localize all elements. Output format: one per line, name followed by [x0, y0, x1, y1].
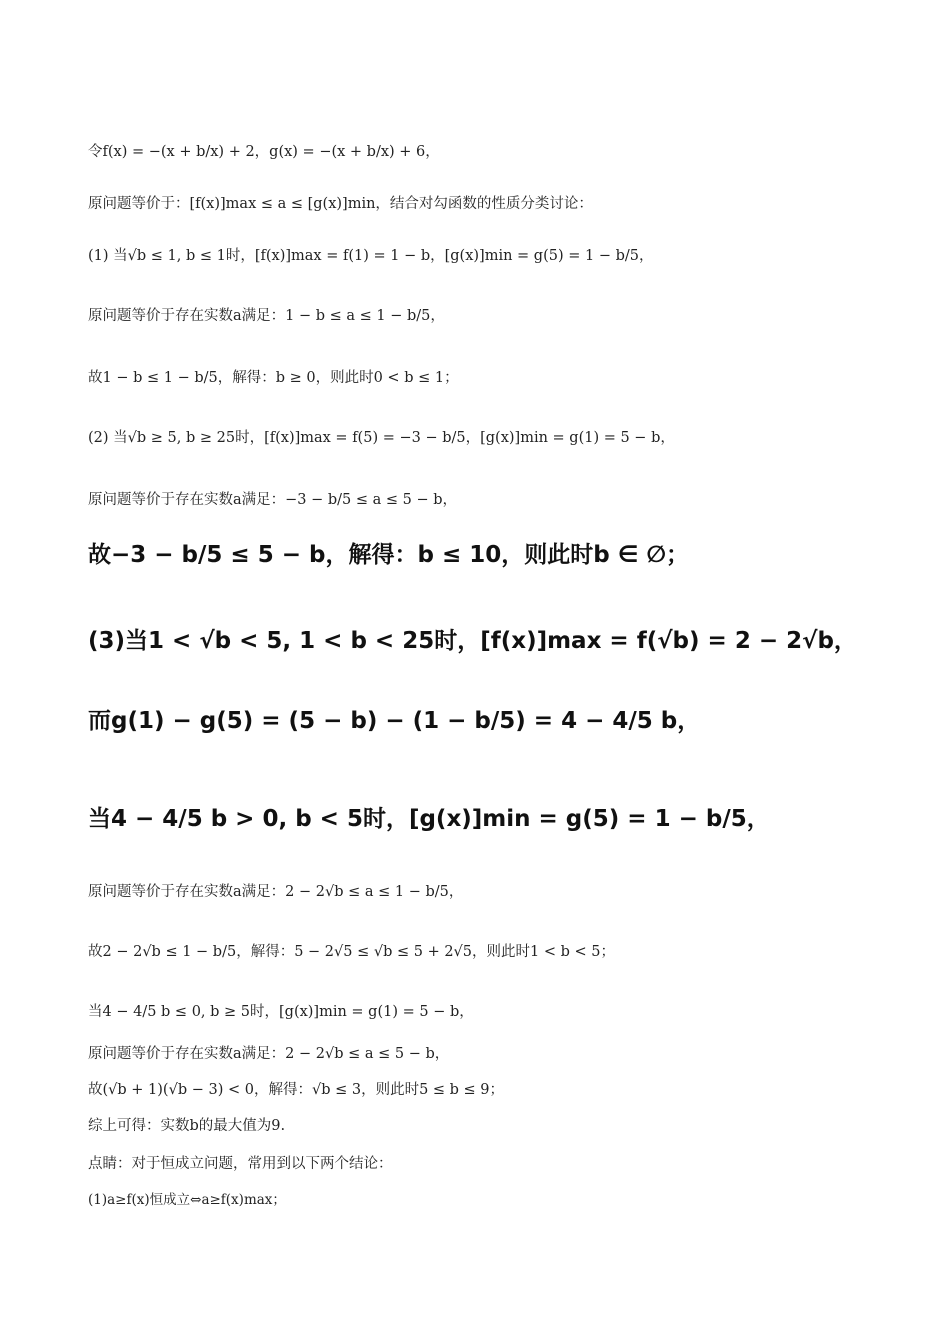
text-line-8: 原问题等价于存在实数a满足：2 − 2√b ≤ a ≤ 1 − b/5， — [88, 884, 464, 900]
text-line-12: 故(√b + 1)(√b − 3) < 0，解得：√b ≤ 3，则此时5 ≤ b ≤ 9； — [88, 1082, 505, 1098]
bold-line-2: (3)当1 < √b < 5, 1 < b < 25时，[f(x)]max = f(√b) = 2 − 2√b， — [88, 628, 857, 654]
text-line-2: 原问题等价于：[f(x)]max ≤ a ≤ [g(x)]min，结合对勾函数的性质分类讨论： — [88, 196, 593, 212]
bold-line-1: 故−3 − b/5 ≤ 5 − b，解得：b ≤ 10，则此时b ∈ ∅； — [88, 542, 690, 568]
text-line-3: (1) 当√b ≤ 1, b ≤ 1时，[f(x)]max = f(1) = 1 − b，[g(x)]min = g(5) = 1 − b/5， — [88, 248, 654, 264]
text-line-4: 原问题等价于存在实数a满足：1 − b ≤ a ≤ 1 − b/5， — [88, 308, 445, 324]
text-line-5: 故1 − b ≤ 1 − b/5，解得：b ≥ 0，则此时0 < b ≤ 1； — [88, 370, 459, 386]
text-line-9: 故2 − 2√b ≤ 1 − b/5，解得：5 − 2√5 ≤ √b ≤ 5 + 2√5，则此时1 < b < 5； — [88, 944, 615, 960]
bold-line-4: 当4 − 4/5 b > 0, b < 5时，[g(x)]min = g(5) = 1 − b/5， — [88, 806, 770, 832]
text-line-7: 原问题等价于存在实数a满足：−3 − b/5 ≤ a ≤ 5 − b， — [88, 492, 458, 508]
text-line-14: 点睛：对于恒成立问题，常用到以下两个结论： — [88, 1156, 393, 1172]
bold-line-3: 而g(1) − g(5) = (5 − b) − (1 − b/5) = 4 − 4/5 b， — [88, 708, 701, 734]
text-line-13: 综上可得：实数b的最大值为9. — [88, 1118, 286, 1134]
text-line-6: (2) 当√b ≥ 5, b ≥ 25时，[f(x)]max = f(5) = −3 − b/5，[g(x)]min = g(1) = 5 − b， — [88, 430, 675, 446]
text-line-11: 原问题等价于存在实数a满足：2 − 2√b ≤ a ≤ 5 − b， — [88, 1046, 450, 1062]
text-line-1: 令f(x) = −(x + b/x) + 2，g(x) = −(x + b/x) + 6， — [88, 144, 440, 160]
text-line-15: (1)a≥f(x)恒成立⇔a≥f(x)max； — [88, 1192, 286, 1208]
text-line-10: 当4 − 4/5 b ≤ 0, b ≥ 5时，[g(x)]min = g(1) = 5 − b， — [88, 1004, 474, 1020]
